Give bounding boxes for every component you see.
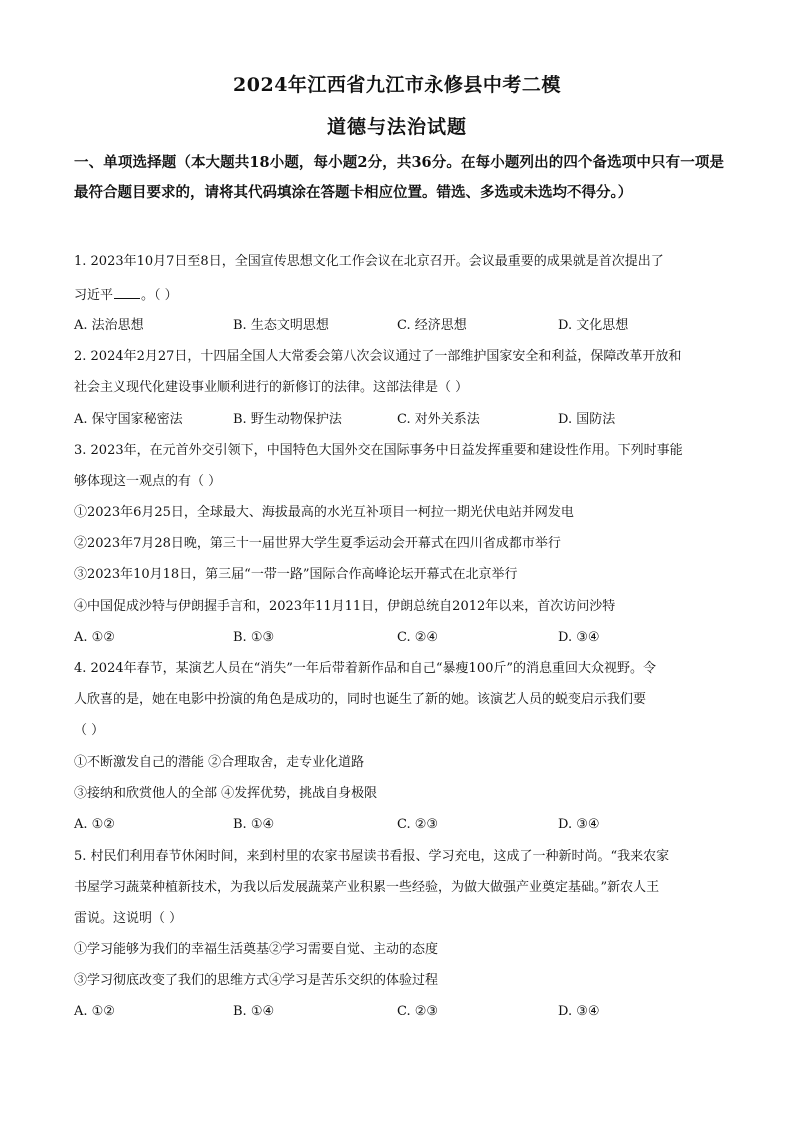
q3-option-d: D. ③④ [558, 630, 600, 645]
q4-option-b: B. ①④ [233, 817, 275, 832]
q1-option-c: C. 经济思想 [397, 318, 467, 333]
q3-option-c: C. ②④ [397, 630, 439, 645]
q4-option-c: C. ②③ [397, 817, 439, 832]
q5-item-2: ③学习彻底改变了我们的思维方式④学习是苦乐交织的体验过程 [74, 973, 439, 988]
q3-stem-line1: 3. 2023年，在元首外交引领下，中国特色大国外交在国际事务中日益发挥重要和建设性作用。下列时事能 [74, 443, 683, 458]
q5-option-c: C. ②③ [397, 1004, 439, 1019]
exam-title: 2024年江西省九江市永修县中考二模 [233, 74, 561, 96]
q1-option-d: D. 文化思想 [558, 318, 629, 333]
q5-option-a: A. ①② [74, 1004, 115, 1019]
q1-stem-line1: 1. 2023年10月7日至8日，全国宣传思想文化工作会议在北京召开。会议最重要的成果就是首次提出了 [74, 254, 664, 269]
q1-stem-suffix: 。（ ） [141, 288, 178, 303]
q3-item-4: ④中国促成沙特与伊朗握手言和，2023年11月11日，伊朗总统自2012年以来，首次访问沙特 [74, 599, 616, 614]
q2-stem-line1: 2. 2024年2月27日，十四届全国人大常委会第八次会议通过了一部维护国家安全和利益，保障改革开放和 [74, 349, 682, 364]
q5-item-1: ①学习能够为我们的幸福生活奠基②学习需要自觉、主动的态度 [74, 942, 439, 957]
q3-option-b: B. ①③ [233, 630, 275, 645]
q5-stem-line2: 书屋学习蔬菜种植新技术，为我以后发展蔬菜产业积累一些经验，为做大做强产业奠定基础。”新农人王 [74, 880, 660, 895]
q3-item-1: ①2023年6月25日，全球最大、海拔最高的水光互补项目一柯拉一期光伏电站并网发电 [74, 505, 574, 520]
q4-stem-line3: （ ） [74, 723, 105, 738]
q2-option-c: C. 对外关系法 [397, 412, 480, 427]
q2-option-b: B. 野生动物保护法 [233, 412, 342, 427]
q1-option-b: B. 生态文明思想 [233, 318, 329, 333]
q4-stem-line1: 4. 2024年春节，某演艺人员在“消失”一年后带着新作品和自己“暴瘦100斤”的消息重回大众视野。令 [74, 661, 657, 676]
exam-subtitle: 道德与法治试题 [326, 116, 467, 138]
q4-item-1: ①不断激发自己的潜能 ②合理取舍，走专业化道路 [74, 755, 365, 770]
q1-stem-prefix: 习近平 [74, 288, 114, 303]
q5-stem-line3: 雷说。这说明（ ） [74, 911, 183, 926]
q4-stem-line2: 人欣喜的是，她在电影中扮演的角色是成功的，同时也诞生了新的她。该演艺人员的蜕变启示我们要 [74, 692, 647, 707]
q2-option-a: A. 保守国家秘密法 [74, 412, 183, 427]
q5-stem-line1: 5. 村民们利用春节休闲时间，来到村里的农家书屋读书看报、学习充电，这成了一种新时尚。“我来农家 [74, 849, 670, 864]
q1-option-a: A. 法治思想 [74, 318, 144, 333]
q4-item-2: ③接纳和欣赏他人的全部 ④发挥优势，挑战自身极限 [74, 786, 378, 801]
q3-item-2: ②2023年7月28日晚，第三十一届世界大学生夏季运动会开幕式在四川省成都市举行 [74, 536, 561, 551]
q4-option-d: D. ③④ [558, 817, 600, 832]
q5-option-d: D. ③④ [558, 1004, 600, 1019]
q3-option-a: A. ①② [74, 630, 115, 645]
q3-item-3: ③2023年10月18日，第三届“一带一路”国际合作高峰论坛开幕式在北京举行 [74, 567, 518, 582]
q2-option-d: D. 国防法 [558, 412, 616, 427]
section-instructions: 一、单项选择题（本大题共18小题，每小题2分，共36分。在每小题列出的四个备选项中只有一项是最符合题目要求的，请将其代码填涂在答题卡相应位置。错选、多选或未选均不得分。） [74, 154, 724, 201]
q2-stem-line2: 社会主义现代化建设事业顺利进行的新修订的法律。这部法律是（ ） [74, 380, 469, 395]
q1-stem-line2 [74, 286, 724, 306]
q5-option-b: B. ①④ [233, 1004, 275, 1019]
q3-stem-line2: 够体现这一观点的有（ ） [74, 474, 222, 489]
q1-answer-blank [114, 286, 140, 299]
q4-option-a: A. ①② [74, 817, 115, 832]
